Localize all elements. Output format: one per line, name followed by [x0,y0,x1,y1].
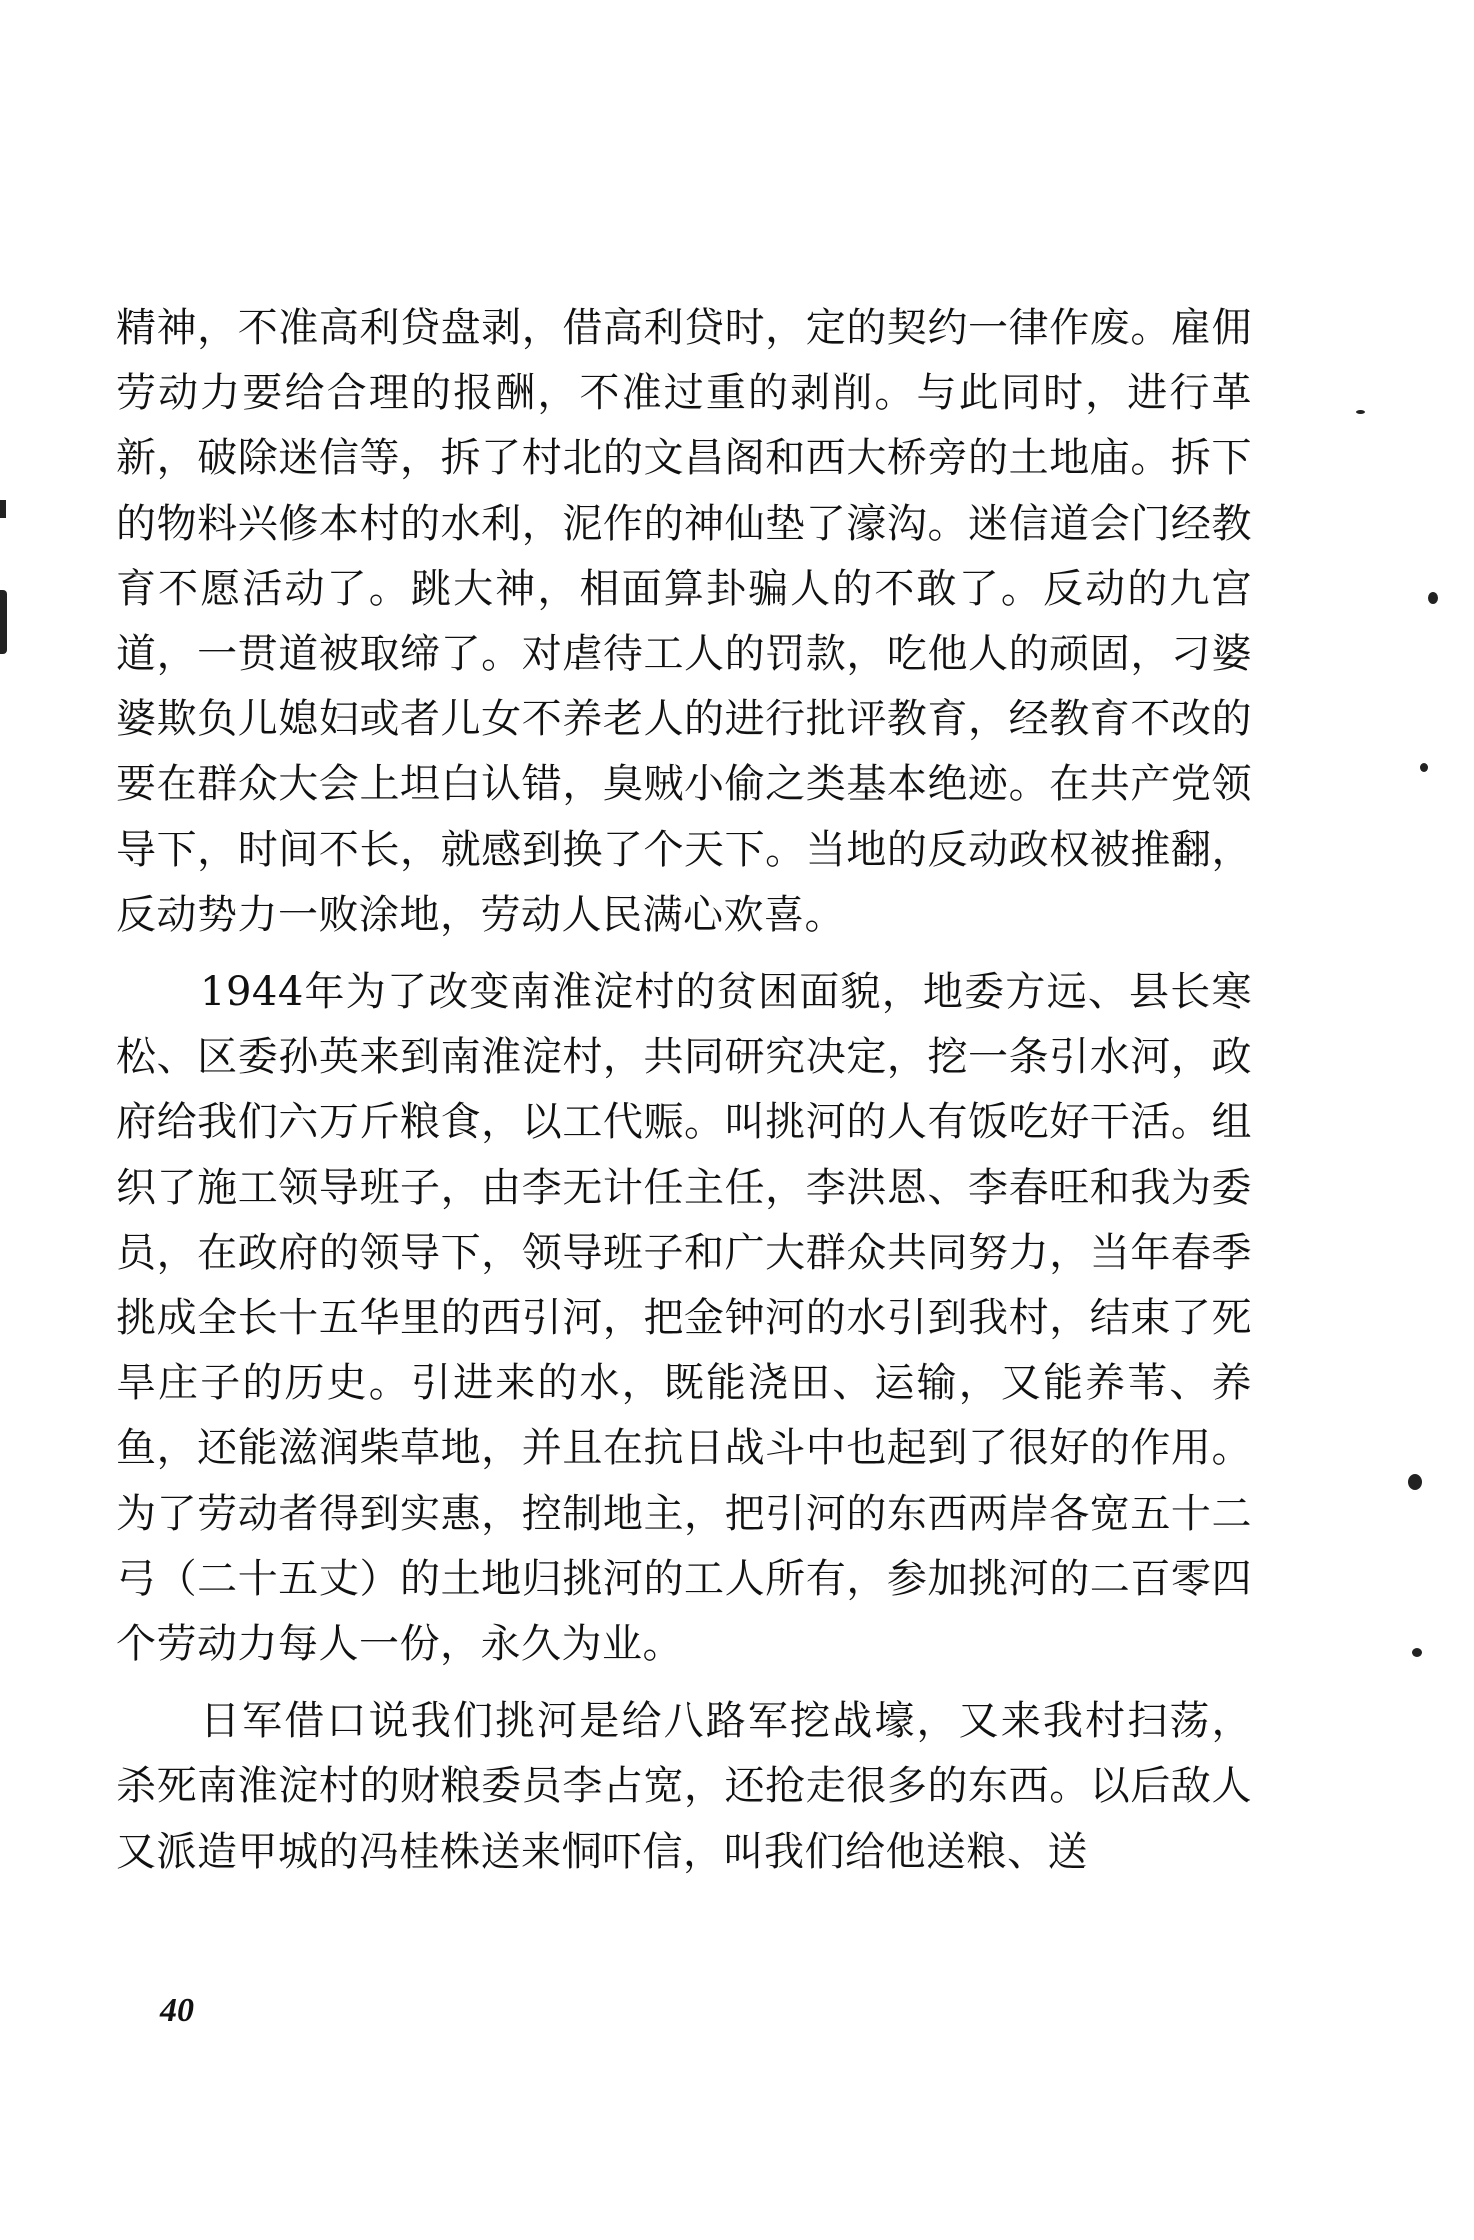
scan-speck [1428,592,1438,604]
paragraph-japanese-raid: 日军借口说我们挑河是给八路军挖战壕，又来我村扫荡，杀死南淮淀村的财粮委员李占宽，还抢走很多的东西。以后敌人又派造甲城的冯桂株送来恫吓信，叫我们给他送粮、送 [116,1698,1252,1875]
body-text [116,296,1252,1885]
scan-speck [1412,1648,1422,1657]
scan-speck [1420,763,1428,772]
scan-edge-mark [0,500,6,518]
page-number: 40 [160,1992,194,2029]
scan-speck [1356,410,1365,414]
scan-speck [1408,1474,1422,1490]
scan-edge-mark [0,590,7,654]
paragraph-west-canal: 1944年为了改变南淮淀村的贫困面貌，地委方远、县长寒松、区委孙英来到南淮淀村，共同研究决定，挖一条引水河，政府给我们六万斤粮食，以工代赈。叫挑河的人有饭吃好干活。组织了施工领导班子，由李无计任主任，李洪恩、李春旺和我为委员，在政府的领导下，领导班子和广大群众共同努力，当年春季挑成全长十五华里的西引河，把金钟河的水引到我村，结束了死旱庄子的历史。引进来的水，既能浇田、运输，又能养苇、养鱼，还能滋润柴草地，并且在抗日战斗中也起到了很好的作用。为了劳动者得到实惠，控制地主，把引河的东西两岸各宽五十二弓（二十五丈）的土地归挑河的工人所有，参加挑河的二百零四个劳动力每人一份，永久为业。 [116,969,1252,1668]
paragraph-continued: 精神，不准高利贷盘剥，借高利贷时，定的契约一律作废。雇佣劳动力要给合理的报酬，不准过重的剥削。与此同时，进行革新，破除迷信等，拆了村北的文昌阁和西大桥旁的土地庙。拆下的物料兴修本村的水利，泥作的神仙垫了濠沟。迷信道会门经教育不愿活动了。跳大神，相面算卦骗人的不敢了。反动的九宫道，一贯道被取缔了。对虐待工人的罚款，吃他人的顽固，刁婆婆欺负儿媳妇或者儿女不养老人的进行批评教育，经教育不改的要在群众大会上坦白认错，臭贼小偷之类基本绝迹。在共产党领导下，时间不长，就感到换了个天下。当地的反动政权被推翻，反动势力一败涂地，劳动人民满心欢喜。 [116,305,1252,938]
